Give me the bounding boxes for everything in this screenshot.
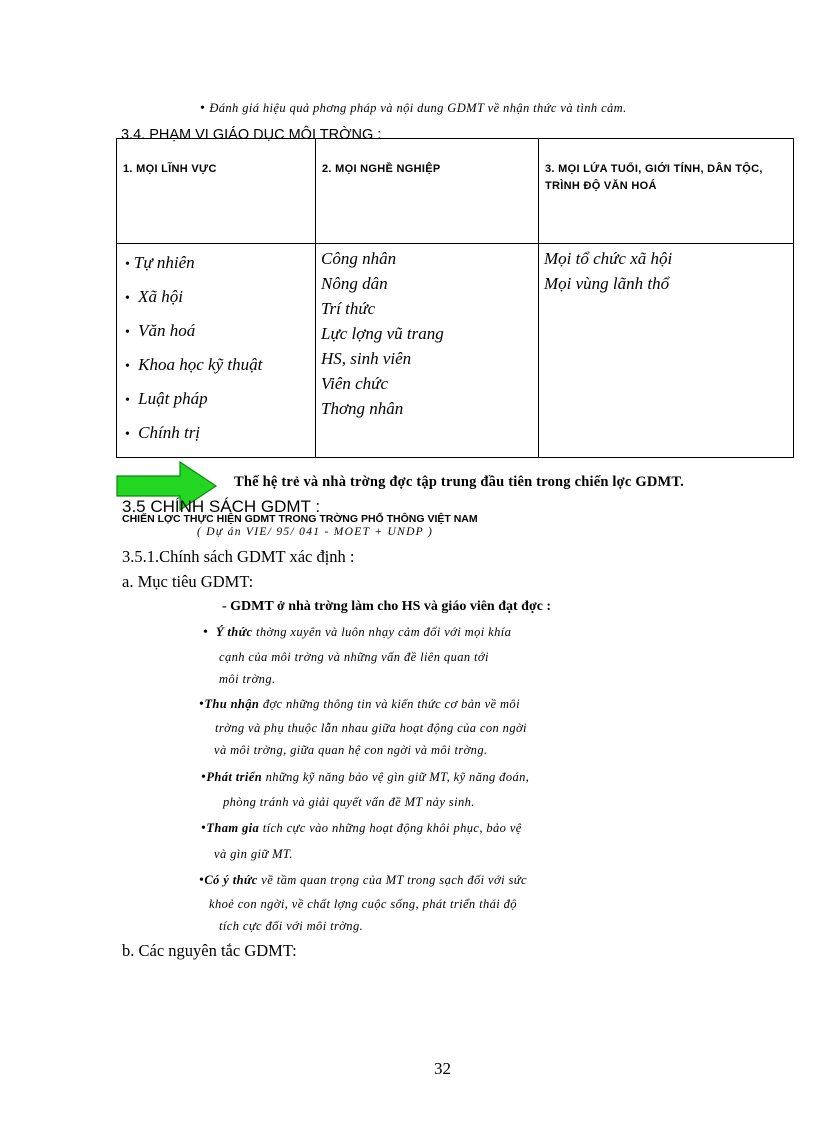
item-b: b. Các nguyên tắc GDMT: (122, 941, 297, 960)
list-item: Viên chức (321, 374, 389, 393)
scope-table (116, 138, 794, 458)
bullet-icon: • (125, 359, 130, 374)
list-item: • Tự nhiên (125, 253, 195, 272)
table-header-row (117, 139, 794, 244)
bullet-icon: • (199, 873, 205, 888)
intro-bullet-text: Đánh giá hiệu quả phơng pháp và nội dung GDMT về nhận thức và tình cảm. (209, 101, 627, 115)
goal-line: trờng và phụ thuộc lẫn nhau giữa hoạt động của con ngời (215, 721, 527, 735)
bullet-icon: • (125, 393, 130, 408)
professions-cell (316, 244, 539, 458)
bullet-icon: • (199, 697, 205, 712)
intro-bullet (200, 101, 627, 117)
fields-cell (117, 244, 316, 458)
goal-line: khoẻ con ngời, về chất lợng cuộc sống, phát triển thái độ (209, 897, 517, 911)
goal-line: môi trờng. (219, 672, 276, 686)
list-item: HS, sinh viên (321, 349, 412, 368)
bullet-icon: • (201, 770, 207, 785)
list-item: • Văn hoá (125, 321, 196, 340)
bullet-icon: • (125, 427, 130, 442)
header-ages: 3. MỌI LỨA TUỔI, GIỚI TÍNH, DÂN TỘC, TRÌNH ĐỘ VĂN HOÁ (539, 139, 794, 244)
goal-line: và môi trờng, giữa quan hệ con ngời và môi trờng. (214, 743, 488, 757)
list-item: Công nhân (321, 249, 397, 268)
bullet-icon: • (125, 257, 130, 272)
subsection-351: 3.5.1.Chính sách GDMT xác định : (122, 547, 355, 566)
list-item: • Xã hội (125, 287, 184, 306)
goal-line: tích cực đối với môi trờng. (219, 919, 364, 933)
goal-item-conscious: •Có ý thức về tầm quan trọng của MT trong sạch đối với sức (199, 873, 527, 888)
list-item: Mọi tổ chức xã hội (544, 249, 673, 268)
bullet-icon: • (200, 101, 206, 116)
list-item: Thơng nhân (321, 399, 404, 418)
goal-item-participate: •Tham gia tích cực vào những hoạt động khôi phục, bảo vệ (201, 821, 522, 836)
list-item: Trí thức (321, 299, 376, 318)
bullet-icon: • (125, 325, 130, 340)
arrow-text: Thế hệ trẻ và nhà trờng đợc tập trung đầu tiên trong chiến lợc GDMT. (234, 474, 685, 490)
list-item: Mọi vùng lãnh thổ (544, 274, 670, 293)
list-item: Lực lợng vũ trang (321, 324, 444, 343)
bullet-icon: • (201, 821, 207, 836)
goal-item-awareness: • Ý thức thờng xuyên và luôn nhạy cảm đối với mọi khía (203, 625, 512, 640)
item-a: a. Mục tiêu GDMT: (122, 572, 254, 591)
list-item: • Luật pháp (125, 389, 208, 408)
ages-cell (539, 244, 794, 458)
project-line: ( Dự án VIE/ 95/ 041 - MOET + UNDP ) (197, 526, 434, 538)
list-item: Nông dân (321, 274, 388, 293)
list-item: • Khoa học kỹ thuật (125, 355, 263, 374)
bullet-icon: • (203, 625, 209, 640)
header-fields: 1. MỌI LĨNH VỰC (117, 139, 316, 244)
goal-line: phòng tránh và giải quyết vấn đề MT nảy sinh. (223, 795, 475, 809)
bullet-icon: • (125, 291, 130, 306)
header-professions: 2. MỌI NGHỀ NGHIỆP (316, 139, 539, 244)
goal-item-develop: •Phát triển những kỹ năng bảo vệ gìn giữ MT, kỹ năng đoán, (201, 770, 530, 785)
goal-item-acquire: •Thu nhận đợc những thông tin và kiến thức cơ bản về môi (199, 697, 520, 712)
strategy-line: CHIẾN LỢC THỰC HIỆN GDMT TRONG TRỜNG PHỔ THÔNG VIỆT NAM (122, 513, 478, 525)
page-number: 32 (434, 1059, 451, 1078)
goal-line: cạnh của môi trờng và những vấn đề liên quan tới (219, 650, 489, 664)
section-35-title: 3.5 CHÍNH SÁCH GDMT : (122, 497, 321, 516)
list-item: • Chính trị (125, 423, 201, 442)
table-row (117, 244, 794, 458)
section-34-title: 3.4. PHẠM VI GIÁO DỤC MÔI TRỜNG : (121, 127, 382, 143)
goal-line: và gìn giữ MT. (214, 847, 293, 861)
goal-intro: - GDMT ở nhà trờng làm cho HS và giáo viên đạt đợc : (222, 599, 552, 614)
